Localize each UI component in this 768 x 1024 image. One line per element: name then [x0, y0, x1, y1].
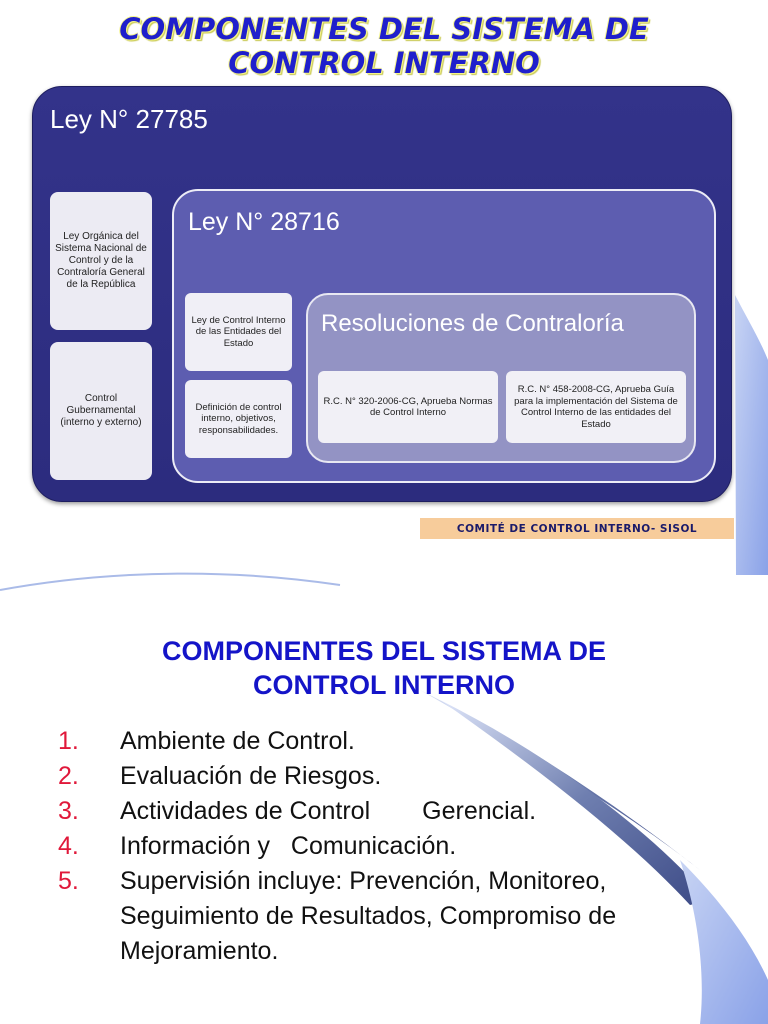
- control-gubernamental-box: Control Gubernamental (interno y externo): [50, 342, 152, 480]
- rc-320-box: R.C. N° 320-2006-CG, Aprueba Normas de Control Interno: [318, 371, 498, 443]
- ley-control-interno-box: Ley de Control Interno de las Entidades del Estado: [185, 293, 292, 371]
- list-item: [58, 794, 698, 829]
- slide1-title-line2: CONTROL INTERNO: [228, 46, 540, 80]
- list-number: 5.: [58, 867, 79, 895]
- list-text: Actividades de Control: [120, 797, 371, 825]
- list-text: Información y Comunicación.: [120, 832, 457, 860]
- comite-footer-badge: COMITÉ DE CONTROL INTERNO- SISOL: [420, 518, 734, 539]
- list-text: Supervisión incluye: Prevención, Monitoreo, Seguimiento de Resultados, Compromiso de Mejoramiento.: [120, 867, 617, 965]
- list-item: [58, 759, 698, 794]
- ley-27785-title: Ley N° 27785: [50, 104, 208, 134]
- ley-organica-box: Ley Orgánica del Sistema Nacional de Control y de la Contraloría General de la República: [50, 192, 152, 330]
- list-text: Ambiente de Control.: [120, 727, 355, 755]
- rc-458-box: R.C. N° 458-2008-CG, Aprueba Guía para la implementación del Sistema de Control Interno de las entidades del Estado: [506, 371, 686, 443]
- slide1-title: [0, 12, 768, 80]
- slide1-title-line1: COMPONENTES DEL SISTEMA DE: [119, 12, 649, 46]
- list-item: [58, 829, 698, 864]
- definicion-control-box: Definición de control interno, objetivos, responsabilidades.: [185, 380, 292, 458]
- list-item: [58, 864, 698, 969]
- resoluciones-title: Resoluciones de Contraloría: [321, 310, 624, 337]
- list-number: 3.: [58, 797, 79, 825]
- list-text: Evaluación de Riesgos.: [120, 762, 382, 790]
- list-text-continued: Gerencial.: [422, 797, 537, 825]
- slide2-title-line2: CONTROL INTERNO: [253, 670, 515, 700]
- ley-28716-title: Ley N° 28716: [188, 208, 340, 236]
- slide2-title-line1: COMPONENTES DEL SISTEMA DE: [161, 636, 607, 666]
- list-item: [58, 724, 698, 759]
- slide2-title: [0, 634, 768, 702]
- list-number: 2.: [58, 762, 79, 790]
- components-list: [58, 724, 698, 969]
- list-number: 4.: [58, 832, 79, 860]
- list-number: 1.: [58, 727, 79, 755]
